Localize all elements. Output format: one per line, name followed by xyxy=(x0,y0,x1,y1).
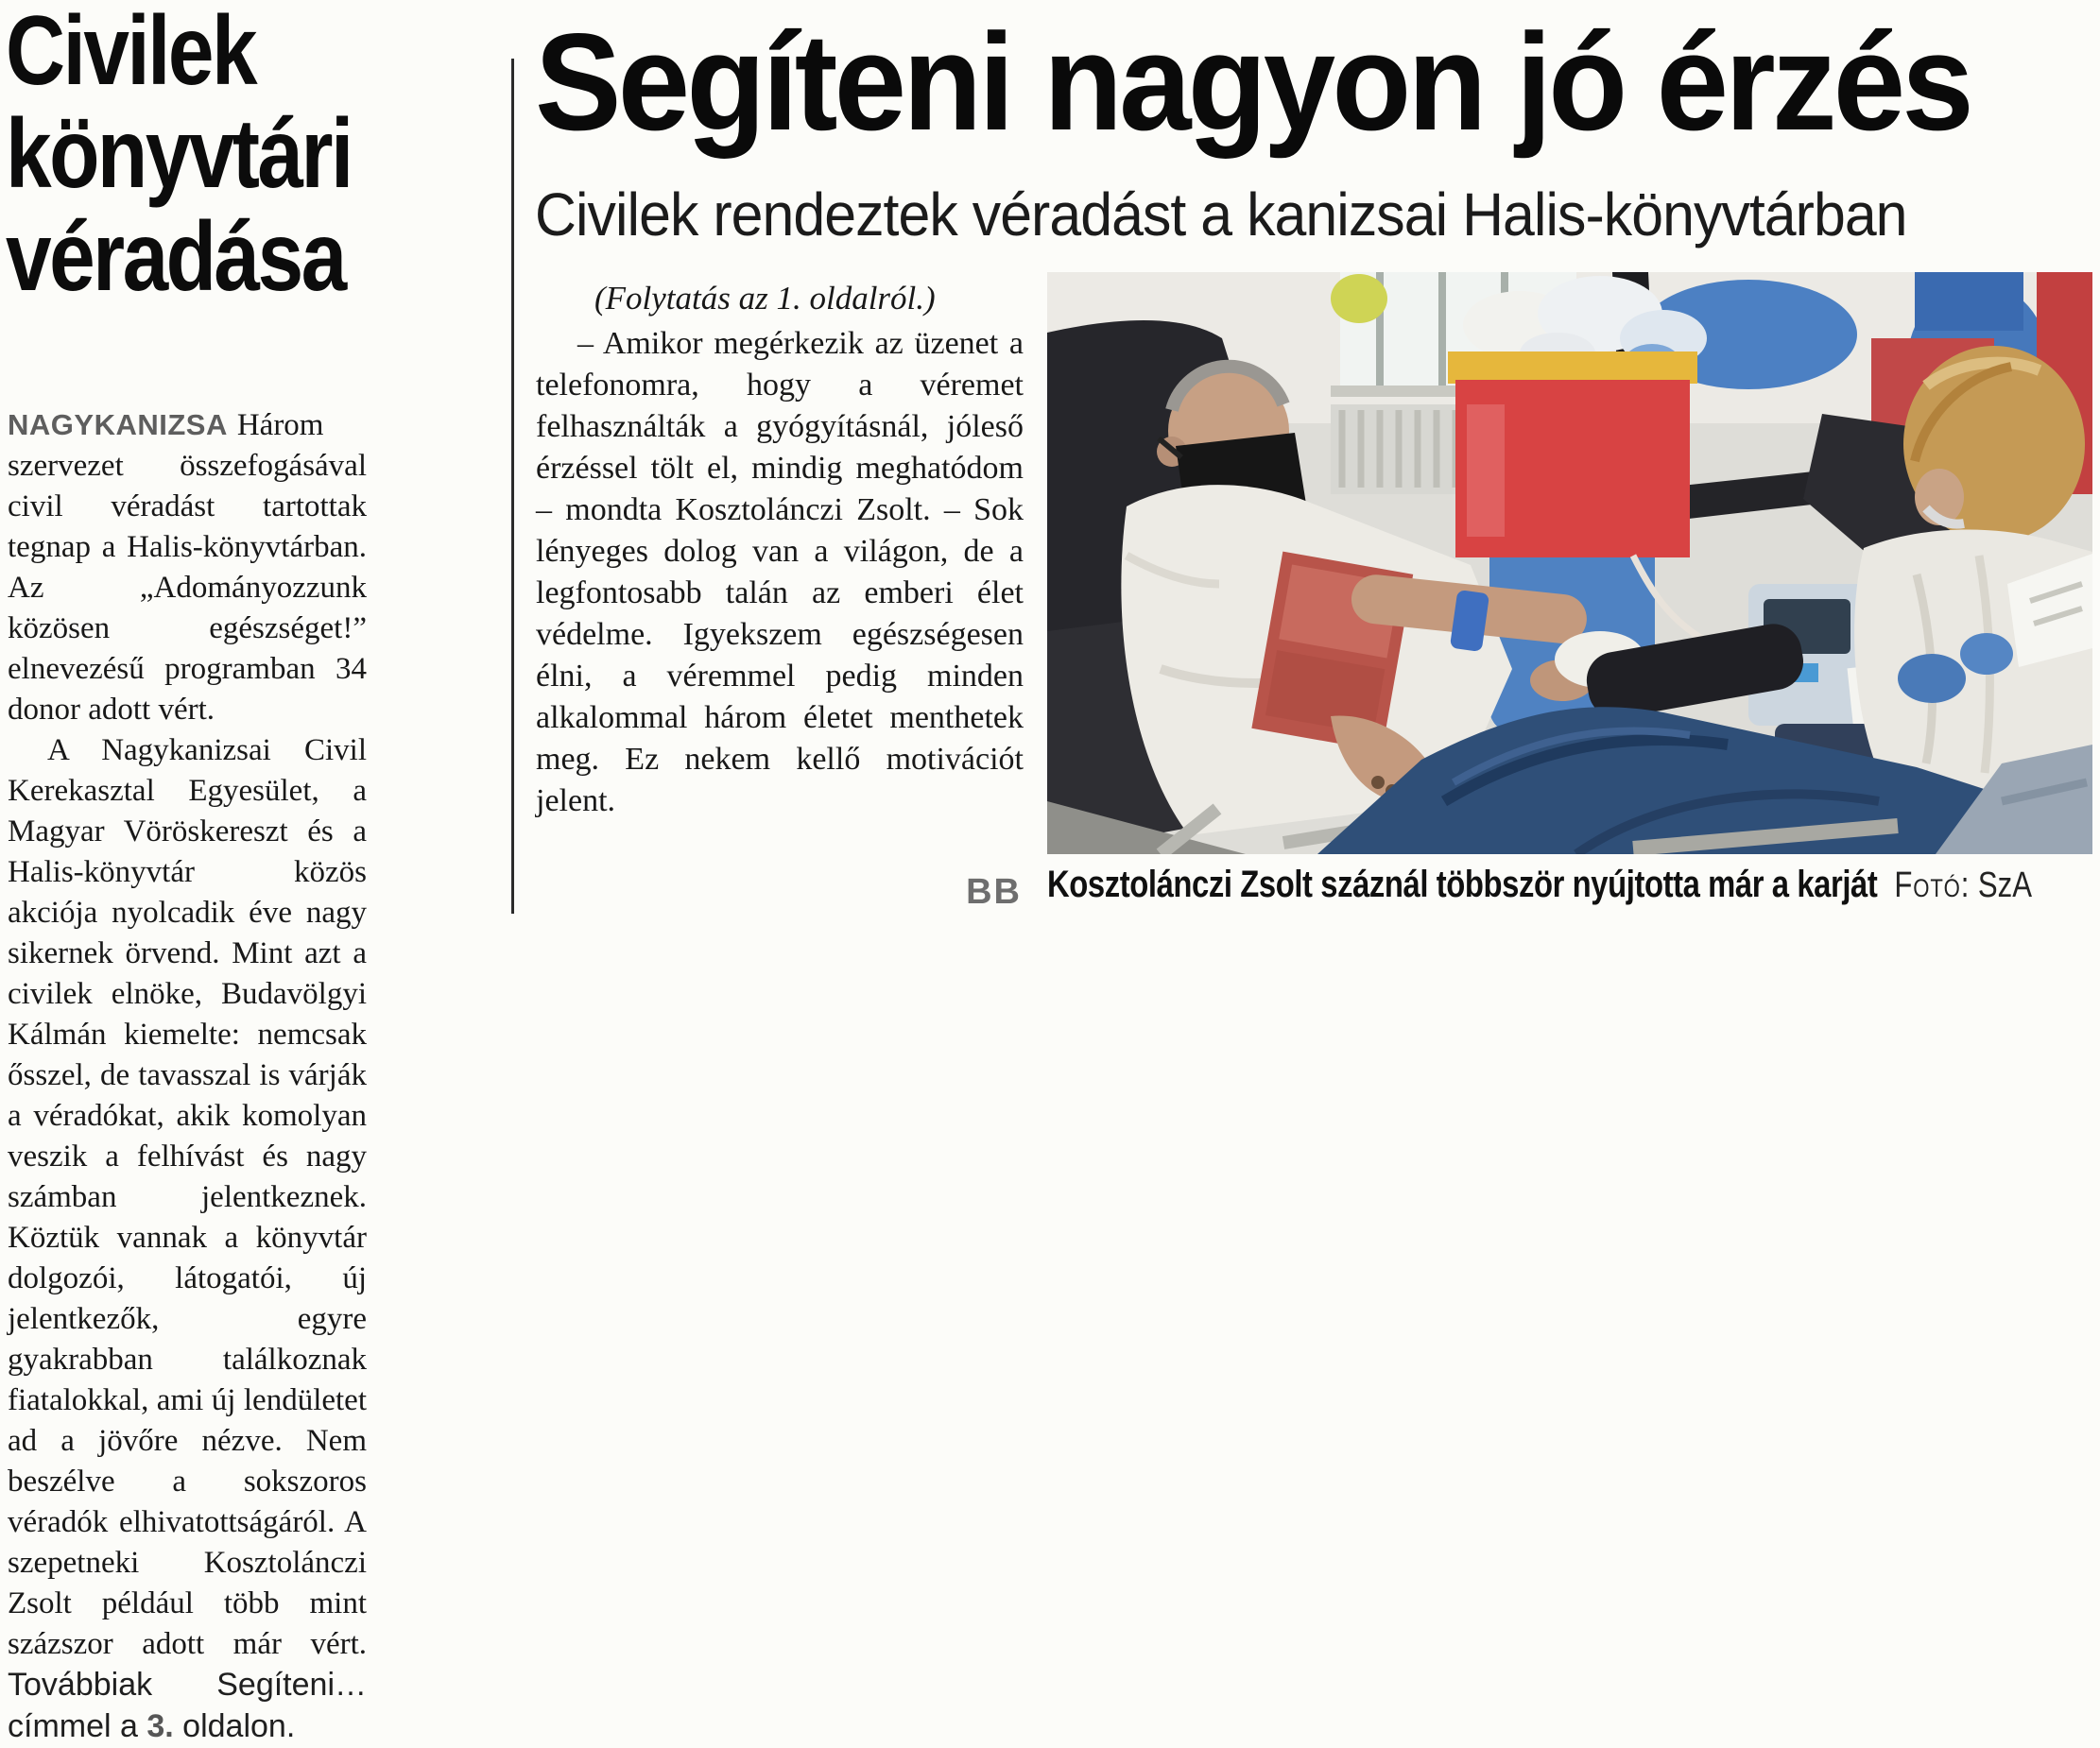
left-headline-line-3: véradása xyxy=(6,202,345,312)
column-divider-rule xyxy=(511,59,514,914)
credit-label: Fotó: xyxy=(1894,865,1971,905)
left-paragraph-body xyxy=(8,730,367,1748)
photo-caption: Kosztolánczi Zsolt száznál többször nyújtotta már a karját xyxy=(1047,864,1878,905)
body-text: A Nagykanizsai Civil Kerekasztal Egyesület, a Magyar Vöröskereszt és a Halis-könyvtár közös akciója nyolcadik éve nagy sikernek örvend. Mint azt a civilek elnöke, Budavölgyi Kálmán kiemelte: nemcsak ősszel, de tavasszal is várják a véradókat, akik komolyan veszik a felhívást és nagy számban jelentkeznek. Köztük vannak a könyvtár dolgozói, látogatói, új jelentkezők, egyre gyakrabban találkoznak fiatalokkal, ami új lendületet ad a jövőre nézve. Nem beszélve a sokszoros véradók elhivatottságáról. A szepetneki Kosztolánczi Zsolt például több mint százszor adott már vért. xyxy=(8,733,367,1661)
photo-illustration xyxy=(1047,272,2092,854)
left-headline-line-2: könyvtári xyxy=(6,99,352,209)
photo xyxy=(1047,272,2092,854)
left-headline-line-1: Civilek xyxy=(6,0,256,106)
continuation-note-suffix: oldalon. xyxy=(173,1708,296,1744)
photo-caption-row xyxy=(1047,864,2098,906)
continued-from-note: (Folytatás az 1. oldalról.) xyxy=(594,280,936,317)
main-subheadline: Civilek rendeztek véradást a kanizsai Halis-könyvtárban xyxy=(535,180,1907,248)
continuation-page-number: 3. xyxy=(146,1708,174,1744)
continuation-note: Továbbiak Segíteni… címmel a xyxy=(8,1667,367,1744)
red-box xyxy=(1448,276,1707,557)
main-article-text: – Amikor megérkezik az üzenet a telefonomra, hogy a véremet felhasználták a gyógyításnál, jóleső érzéssel tölt el, mindig meghatódom – mondta Kosztolánczi Zsolt. – Sok lényeges dolog van a világon, de a legfontosabb talán az emberi élet védelme. Igyekszem egészségesen élni, a véremmel pedig minden alkalommal három életet menthetek meg. Ez nekem kellő motivációt jelent. xyxy=(536,326,1024,818)
photo-credit xyxy=(1894,865,2032,905)
lead-text: Három szervezet összefogásával civil véradást tartottak tegnap a Halis-könyvtárban. Az „Adományozzunk közösen egészséget!” elnevezésű programban 34 donor adott vért. xyxy=(8,408,367,727)
main-article-column xyxy=(536,278,1024,917)
left-paragraph-lead xyxy=(8,404,367,730)
credit-name: SzA xyxy=(1977,865,2033,905)
byline: BB xyxy=(966,872,1022,912)
dateline: NAGYKANIZSA xyxy=(8,408,228,441)
left-article-headline xyxy=(6,0,535,312)
left-article-body xyxy=(8,404,367,1748)
main-headline: Segíteni nagyon jó érzés xyxy=(535,5,1971,159)
